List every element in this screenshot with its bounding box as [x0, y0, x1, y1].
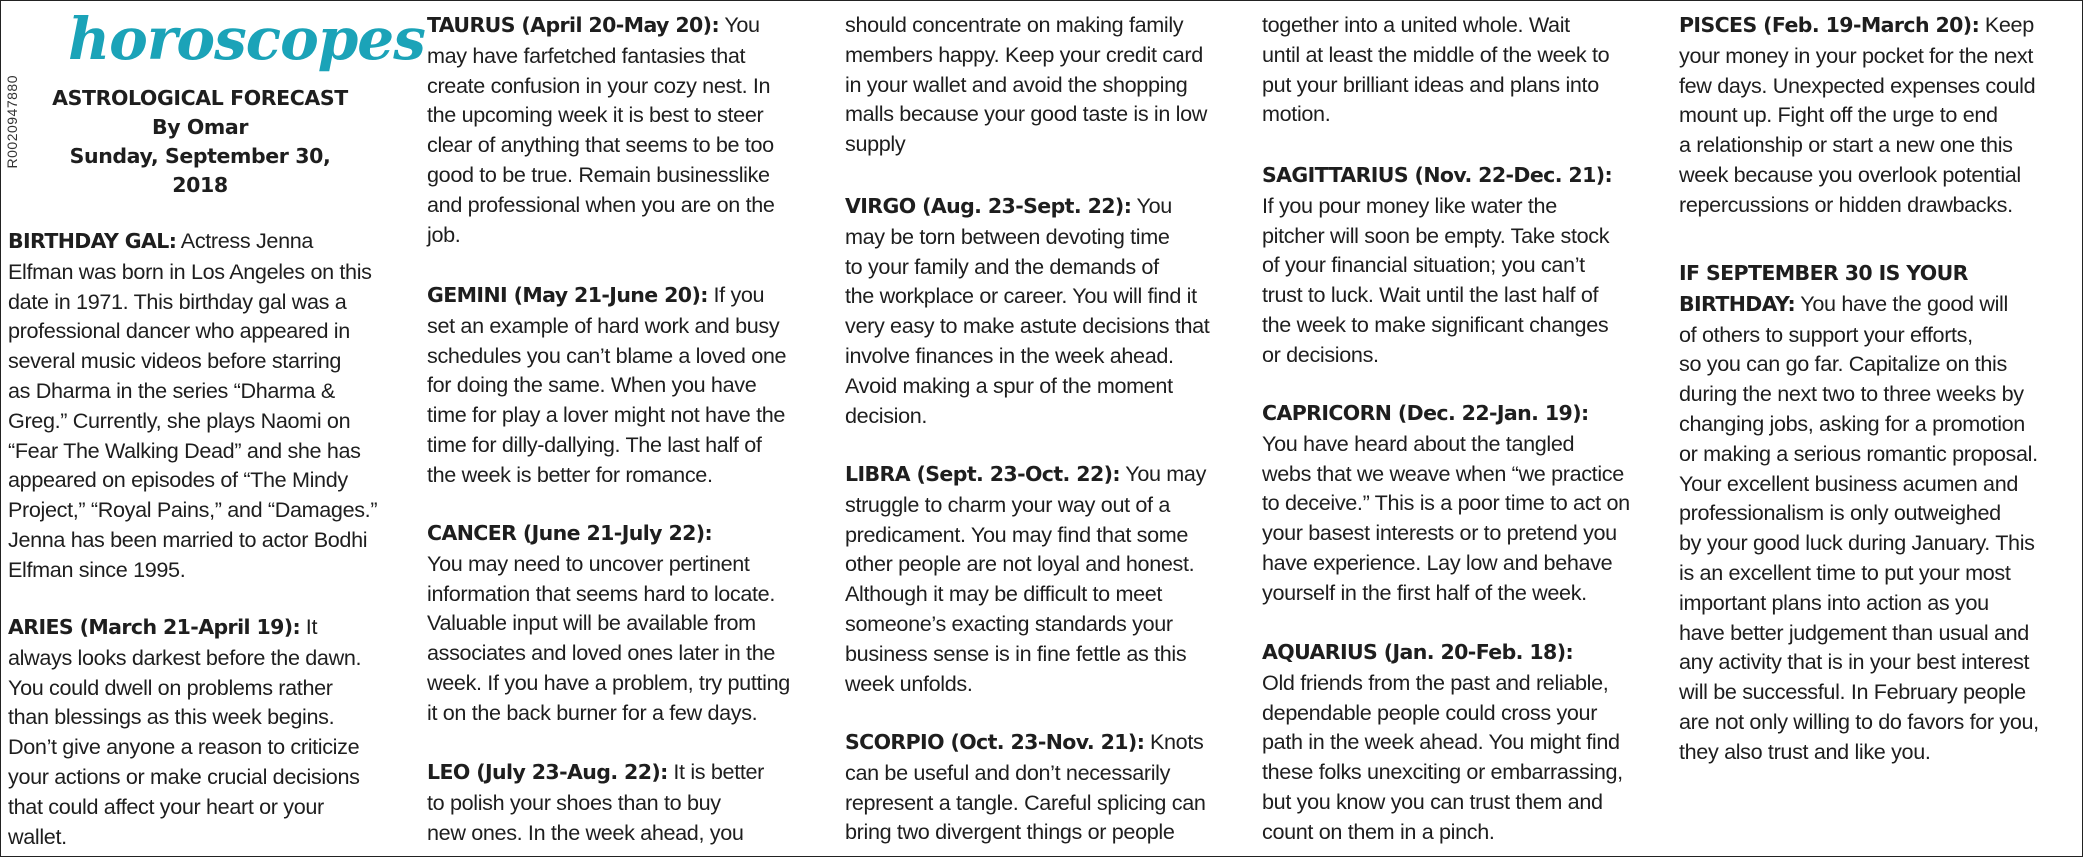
cancer-entry: CANCER (June 21-July 22): You may need to uncover pertinent information that seems hard to locate. Valuable input will be available from associates and loved ones later in the week. If you have a problem, try putting it on the back burner for a few days.: [427, 521, 790, 725]
entry-heading: SCORPIO (Oct. 23-Nov. 21):: [845, 730, 1145, 754]
entry-heading: CANCER (June 21-July 22):: [427, 521, 713, 545]
issue-date: Sunday, September 30, 2018: [69, 144, 331, 197]
taurus-entry: TAURUS (April 20-May 20): You may have farfetched fantasies that create confusion in your cozy nest. In the upcoming week it is best to steer clear of anything that seems to be too good to be true. Remain businesslike and professional when you are on the job.: [427, 12, 775, 247]
horoscopes-logo: horoscopes: [68, 5, 425, 73]
scorpio-continued: together into a united whole. Wait until at least the middle of the week to put your brilliant ideas and plans into motion.: [1262, 12, 1610, 127]
entry-heading: GEMINI (May 21-June 20):: [427, 283, 708, 307]
gemini-entry: GEMINI (May 21-June 20): If you set an example of hard work and busy schedules you can’t blame a loved one for doing the same. When you have time for play a lover might not have the time for dilly-dallying. The last half of the week is better for romance.: [427, 282, 787, 487]
leo-continued: should concentrate on making family members happy. Keep your credit card in your wallet and avoid the shopping malls because your good taste is in low supply: [845, 12, 1208, 157]
scorpio-entry: SCORPIO (Oct. 23-Nov. 21): Knots can be useful and don’t necessarily represent a tangle. Careful splicing can bring two divergent things or people: [845, 729, 1206, 845]
page-code: R0020947880: [4, 75, 20, 169]
aries-entry: ARIES (March 21-April 19): It always looks darkest before the dawn. You could dwell on problems rather than blessings as this week begins. Don’t give anyone a reason to criticize your actions or make crucial decisions that could affect your heart or your wallet.: [8, 614, 362, 849]
libra-entry: LIBRA (Sept. 23-Oct. 22): You may struggle to charm your way out of a predicament. You may find that some other people are not loyal and honest. Although it may be difficult to meet someone’s exacting standards your business sense is in fine fettle as this week unfolds.: [845, 461, 1207, 696]
capricorn-entry: CAPRICORN (Dec. 22-Jan. 19): You have heard about the tangled webs that we weave when “we practice to deceive.” This is a poor time to act on your basest interests or to pretend you have experience. Lay low and behave yourself in the first half of the week.: [1262, 401, 1630, 605]
pisces-entry: PISCES (Feb. 19-March 20): Keep your money in your pocket for the next few days. Unexpected expenses could mount up. Fight off the urge to end a relationship or start a new one this week because you overlook potential repercussions or hidden drawbacks.: [1679, 12, 2036, 217]
byline: By Omar: [151, 115, 249, 139]
entry-heading: ARIES (March 21-April 19):: [8, 615, 301, 639]
aquarius-entry: AQUARIUS (Jan. 20-Feb. 18): Old friends from the past and reliable, dependable people could cross your path in the week ahead. You might find these folks unexciting or embarrassing, but you know you can trust them and count on them in a pinch.: [1262, 640, 1623, 844]
your-birthday-entry: IF SEPTEMBER 30 IS YOUR BIRTHDAY: You have the good will of others to support your efforts, so you can go far. Capitalize on this during the next two to three weeks by changing jobs, asking for a promotion or making a serious romantic proposal. Your excellent business acumen and professionalism is only outweighed by your good luck during January. This is an excellent time to put your most important plans into action as you have better judgement than usual and any activity that is in your best interest will be successful. In February people are not only willing to do favors for you, they also trust and like you.: [1679, 261, 2039, 764]
birthday-gal-entry: BIRTHDAY GAL: Actress Jenna Elfman was born in Los Angeles on this date in 1971. This birthday gal was a professional dancer who appeared in several music videos before starring as Dharma in the series “Dharma & Greg.” Currently, she plays Naomi on “Fear The Walking Dead” and she has appeared on episodes of “The Mindy Project,” “Royal Pains,” and “Damages.” Jenna has been married to actor Bodhi Elfman since 1995.: [8, 228, 378, 582]
entry-heading-cont: BIRTHDAY:: [1679, 291, 1796, 316]
entry-heading: VIRGO (Aug. 23-Sept. 22):: [845, 194, 1132, 218]
sagittarius-entry: SAGITTARIUS (Nov. 22-Dec. 21): If you pour money like water the pitcher will soon be empty. Take stock of your financial situation; you can’t trust to luck. Wait until the last half of the week to make significant changes or decisions.: [1262, 163, 1613, 367]
virgo-entry: VIRGO (Aug. 23-Sept. 22): You may be torn between devoting time to your family and the demands of the workplace or career. You will find it very easy to make astute decisions that involve finances in the week ahead. Avoid making a spur of the moment decision.: [845, 193, 1210, 428]
entry-heading: SAGITTARIUS (Nov. 22-Dec. 21):: [1262, 163, 1613, 187]
entry-heading: CAPRICORN (Dec. 22-Jan. 19):: [1262, 401, 1589, 425]
entry-heading: TAURUS (April 20-May 20):: [427, 13, 720, 37]
leo-entry: LEO (July 23-Aug. 22): It is better to polish your shoes than to buy new ones. In the week ahead, you: [427, 759, 765, 845]
entry-heading: IF SEPTEMBER 30 IS YOUR: [1679, 261, 1968, 285]
forecast-title: ASTROLOGICAL FORECAST: [52, 86, 348, 110]
entry-heading: BIRTHDAY GAL:: [8, 229, 177, 253]
entry-heading: LEO (July 23-Aug. 22):: [427, 760, 668, 784]
entry-heading: LIBRA (Sept. 23-Oct. 22):: [845, 462, 1120, 486]
masthead: [40, 84, 360, 200]
entry-heading: AQUARIUS (Jan. 20-Feb. 18):: [1262, 640, 1574, 664]
entry-heading: PISCES (Feb. 19-March 20):: [1679, 13, 1980, 37]
